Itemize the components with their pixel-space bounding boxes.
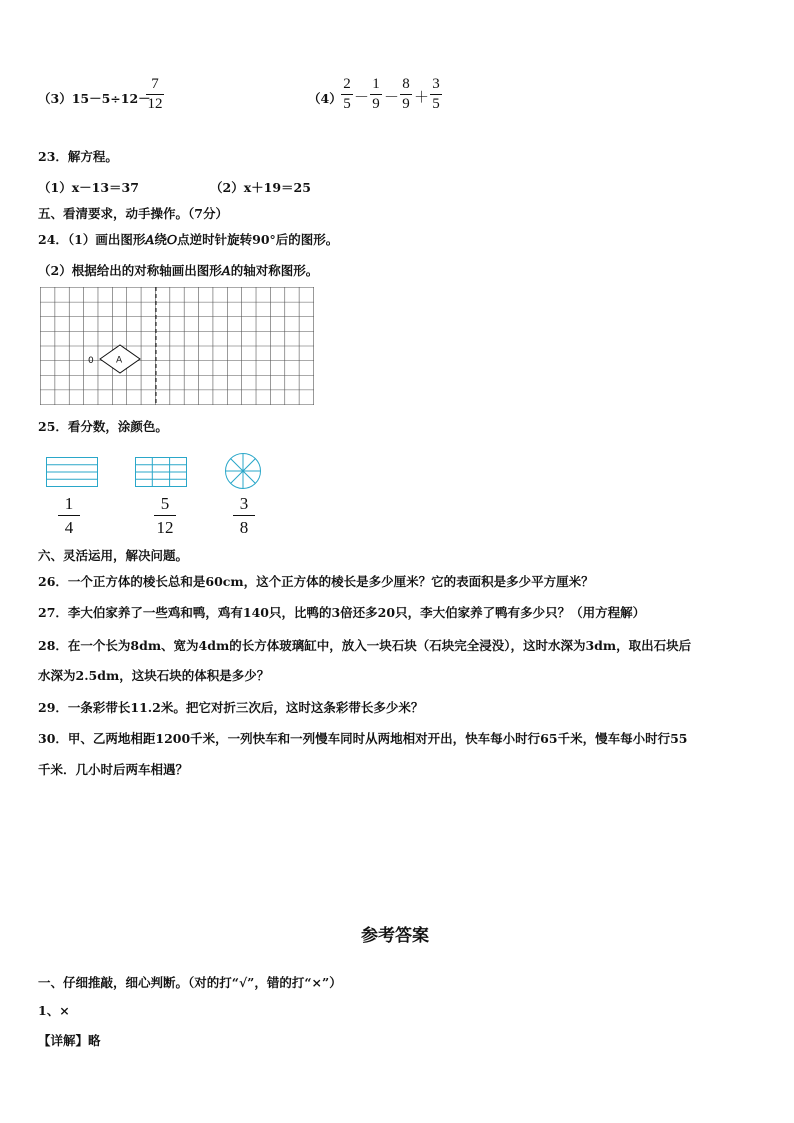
denominator: 5 [343, 96, 351, 112]
q22-part4-fraction-2 [370, 77, 382, 112]
answers-title: 参考答案 [361, 926, 429, 946]
q22-part4-fraction-1 [341, 77, 353, 112]
answers-section-1: 一、仔细推敲，细心判断。（对的打“√”，错的打“×”） [38, 975, 342, 990]
q22-part4-fraction-4 [430, 77, 442, 112]
rectangle-twelfths [135, 457, 187, 487]
rectangle-quarters [46, 457, 98, 487]
q23-equation-2: （2）x＋19＝25 [210, 180, 311, 195]
numerator: 2 [343, 76, 351, 92]
numerator: 1 [64, 494, 74, 513]
section-5-heading: 五、看清要求，动手操作。（7分） [38, 206, 228, 221]
denominator: 4 [64, 518, 74, 537]
q24-line-1: 24．（1）画出图形𝐴绕𝑂点逆时针旋转90°后的图形。 [38, 232, 339, 247]
q23-heading: 23．解方程。 [38, 149, 118, 164]
denominator: 9 [372, 96, 380, 112]
q25-heading: 25．看分数，涂颜色。 [38, 419, 168, 434]
plus-sign: ＋ [414, 90, 430, 106]
numerator: 8 [402, 76, 410, 92]
section-6-heading: 六、灵活运用，解决问题。 [38, 548, 189, 563]
denominator: 12 [156, 518, 174, 537]
minus-sign: － [354, 90, 370, 106]
q22-part4-label: （4） [308, 91, 342, 106]
q23-equation-1: （1）x－13＝37 [38, 180, 139, 195]
numerator: 5 [160, 494, 170, 513]
q24-grid-figure [40, 287, 314, 405]
numerator: 7 [151, 76, 159, 92]
circle-eighths [224, 452, 262, 490]
q30-line-1: 30．甲、乙两地相距1200千米，一列快车和一列慢车同时从两地相对开出，快车每小时行65千米，慢车每小时行55 [38, 731, 688, 746]
q29-text: 29．一条彩带长11.2米。把它对折三次后，这时这条彩带长多少米？ [38, 700, 424, 715]
denominator: 5 [432, 96, 440, 112]
answer-detail: 【详解】略 [38, 1033, 101, 1048]
answer-item-1: 1、× [38, 1003, 70, 1018]
shape-a-label: A [116, 355, 123, 366]
q27-text: 27．李大伯家养了一些鸡和鸭，鸡有140只，比鸭的3倍还多20只，李大伯家养了鸭有多少只？（用方程解） [38, 605, 646, 620]
fraction-one-quarter [58, 494, 80, 538]
denominator: 8 [239, 518, 249, 537]
q28-line-2: 水深为2.5dm，这块石块的体积是多少？ [38, 668, 270, 683]
q22-part3-fraction [146, 77, 164, 112]
q26-text: 26．一个正方体的棱长总和是60cm，这个正方体的棱长是多少厘米？它的表面积是多少平方厘米？ [38, 574, 594, 589]
q30-line-2: 千米．几小时后两车相遇？ [38, 762, 189, 777]
point-o-label: 0 [88, 356, 94, 366]
numerator: 3 [432, 76, 440, 92]
denominator: 9 [402, 96, 410, 112]
fraction-three-eighths [233, 494, 255, 538]
denominator: 12 [147, 96, 163, 112]
numerator: 3 [239, 494, 249, 513]
numerator: 1 [372, 76, 380, 92]
q22-part4-fraction-3 [400, 77, 412, 112]
q24-line-2: （2）根据给出的对称轴画出图形𝐴的轴对称图形。 [38, 263, 319, 278]
q28-line-1: 28．在一个长为8dm、宽为4dm的长方体玻璃缸中，放入一块石块（石块完全浸没），这时水深为3dm，取出石块后 [38, 638, 692, 653]
fraction-five-twelfths [154, 494, 176, 538]
minus-sign: － [384, 90, 400, 106]
q22-part3-expression: （3）15－5÷12－ [38, 91, 151, 106]
